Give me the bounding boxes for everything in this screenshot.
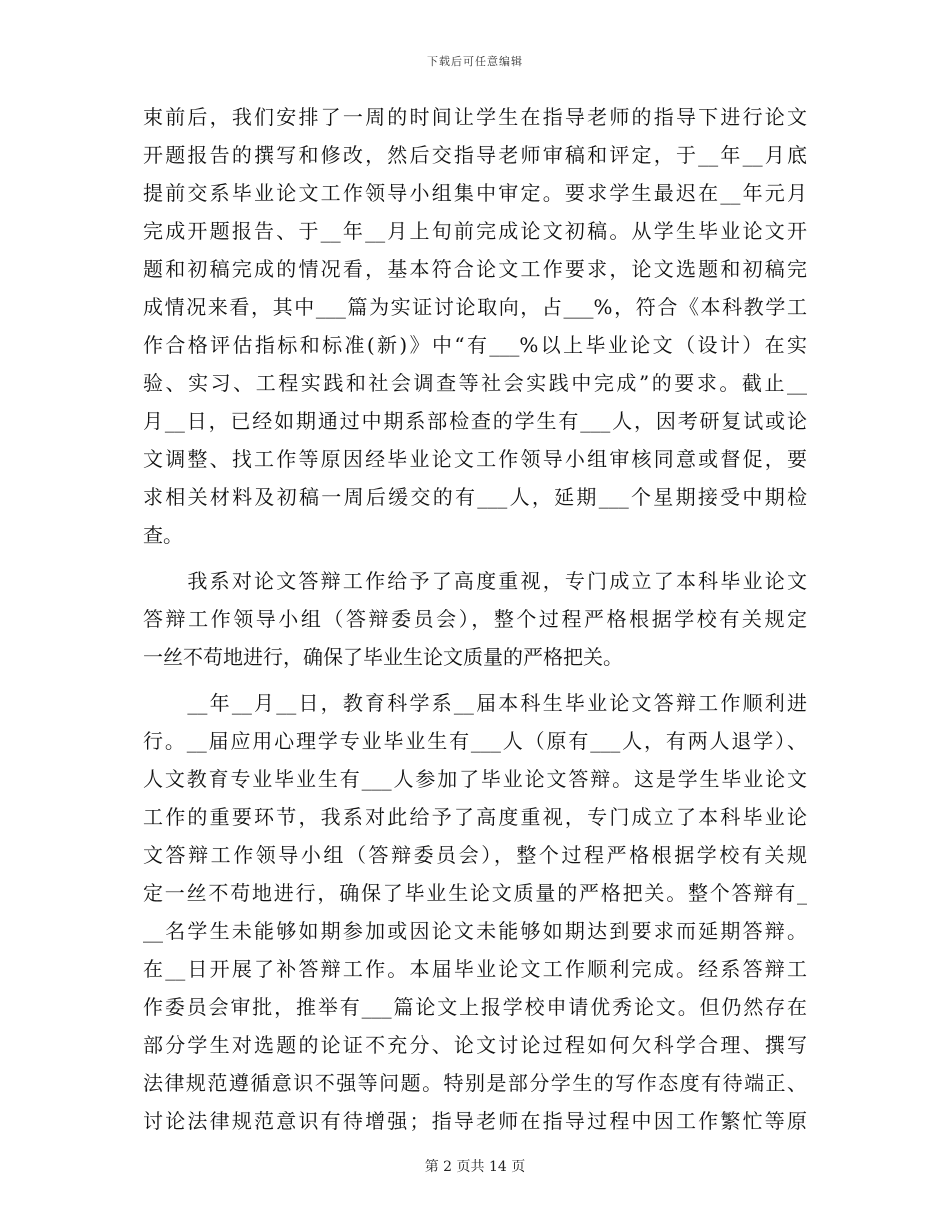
text-line: 工作的重要环节，我系对此给予了高度重视，专门成立了本科毕业论 — [143, 805, 807, 829]
text-line: 部分学生对选题的论证不充分、论文讨论过程如何欠科学合理、撰写 — [143, 1033, 807, 1057]
text-line: 作委员会审批，推举有___篇论文上报学校申请优秀论文。但仍然存在 — [143, 995, 807, 1019]
text-line: 文答辩工作领导小组（答辩委员会），整个过程严格根据学校有关规 — [143, 843, 807, 867]
text-line: 一丝不苟地进行，确保了毕业生论文质量的严格把关。 — [143, 645, 623, 669]
text-line: __名学生未能够如期参加或因论文未能够如期达到要求而延期答辩。 — [143, 919, 807, 943]
paragraph-1 — [143, 98, 807, 554]
text-line: 开题报告的撰写和修改，然后交指导老师审稿和评定，于__年__月底 — [143, 143, 807, 167]
page-number: 第 2 页共 14 页 — [424, 1159, 526, 1175]
text-line: 行。__届应用心理学专业毕业生有___人（原有___人，有两人退学）、 — [143, 729, 807, 753]
text-line: 法律规范遵循意识不强等问题。特别是部分学生的写作态度有待端正、 — [143, 1071, 807, 1095]
text-line: 答辩工作领导小组（答辩委员会），整个过程严格根据学校有关规定 — [143, 607, 807, 631]
text-line: 讨论法律规范意识有待增强；指导老师在指导过程中因工作繁忙等原 — [143, 1109, 807, 1133]
text-line: 我系对论文答辩工作给予了高度重视，专门成立了本科毕业论文 — [143, 569, 807, 593]
text-line: 束前后，我们安排了一周的时间让学生在指导老师的指导下进行论文 — [143, 105, 807, 129]
text-line: 完成开题报告、于__年__月上旬前完成论文初稿。从学生毕业论文开 — [143, 219, 807, 243]
text-line: 文调整、找工作等原因经毕业论文工作领导小组审核同意或督促，要 — [143, 447, 807, 471]
text-line: 人文教育专业毕业生有___人参加了毕业论文答辩。这是学生毕业论文 — [143, 767, 807, 791]
text-line: 成情况来看，其中___篇为实证讨论取向，占___%，符合《本科教学工 — [143, 295, 807, 319]
text-line: 在__日开展了补答辩工作。本届毕业论文工作顺利完成。经系答辩工 — [143, 957, 807, 981]
text-line: 作合格评估指标和标准(新)》中“有___%以上毕业论文（设计）在实 — [143, 333, 807, 357]
text-line: 验、实习、工程实践和社会调查等社会实践中完成”的要求。截止__ — [143, 371, 807, 395]
paragraph-spacer — [143, 554, 807, 562]
paragraph-2 — [143, 562, 807, 676]
text-line: __年__月__日，教育科学系__届本科生毕业论文答辩工作顺利进 — [143, 691, 807, 715]
text-line: 求相关材料及初稿一周后缓交的有___人，延期___个星期接受中期检 — [143, 485, 807, 509]
text-line: 查。 — [143, 523, 183, 547]
text-line: 定一丝不苟地进行，确保了毕业生论文质量的严格把关。整个答辩有_ — [143, 881, 807, 905]
page-header-note: 下载后可任意编辑 — [427, 55, 523, 68]
text-line: 题和初稿完成的情况看，基本符合论文工作要求，论文选题和初稿完 — [143, 257, 807, 281]
paragraph-3 — [143, 684, 807, 1140]
paragraph-spacer — [143, 676, 807, 684]
document-body — [143, 98, 807, 1140]
text-line: 提前交系毕业论文工作领导小组集中审定。要求学生最迟在__年元月 — [143, 181, 807, 205]
text-line: 月__日，已经如期通过中期系部检查的学生有___人，因考研复试或论 — [143, 409, 807, 433]
